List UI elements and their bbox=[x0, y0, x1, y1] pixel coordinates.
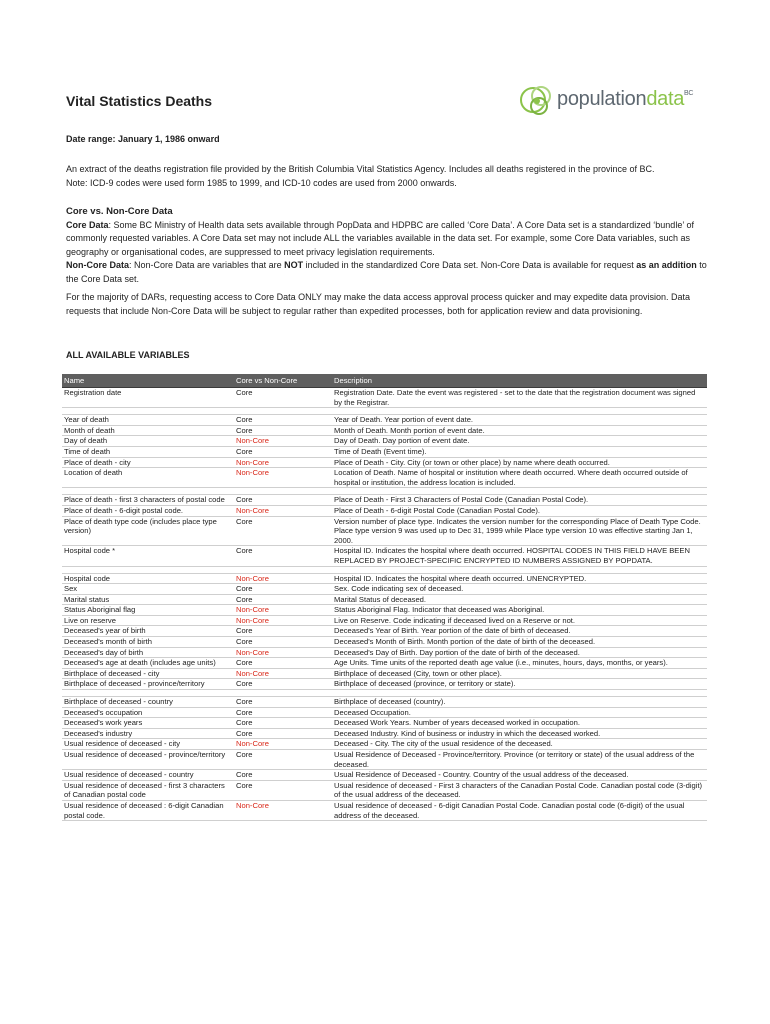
variable-description: Deceased Occupation. bbox=[332, 707, 707, 718]
page-title: Vital Statistics Deaths bbox=[66, 93, 213, 109]
table-row bbox=[62, 388, 707, 408]
variable-name: Usual residence of deceased - first 3 characters of Canadian postal code bbox=[62, 780, 234, 800]
core-status: Non-Core bbox=[234, 605, 332, 616]
variable-name: Usual residence of deceased : 6-digit Canadian postal code. bbox=[62, 800, 234, 820]
variable-description: Deceased's Day of Birth. Day portion of the date of birth of the deceased. bbox=[332, 647, 707, 658]
noncore-not: NOT bbox=[284, 260, 304, 270]
table-row bbox=[62, 800, 707, 820]
variable-description: Usual Residence of Deceased - Province/territory. Province (or territory or state) of the usual address of the deceased. bbox=[332, 750, 707, 770]
variable-description: Deceased Industry. Kind of business or industry in which the deceased worked. bbox=[332, 728, 707, 739]
variable-description: Age Units. Time units of the reported death age value (i.e., minutes, hours, days, months, or years). bbox=[332, 658, 707, 669]
table-spacer bbox=[62, 408, 707, 415]
core-section bbox=[66, 205, 716, 318]
table-row bbox=[62, 668, 707, 679]
variable-description: Usual residence of deceased - 6-digit Canadian Postal Code. Canadian postal code (6-digit) of the usual address of the deceased. bbox=[332, 800, 707, 820]
table-row bbox=[62, 707, 707, 718]
table-row bbox=[62, 425, 707, 436]
variable-description: Time of Death (Event time). bbox=[332, 446, 707, 457]
variable-name: Month of death bbox=[62, 425, 234, 436]
variable-description: Location of Death. Name of hospital or institution where death occurred. Where death occurred outside of hospital or institution, the address location is included. bbox=[332, 468, 707, 488]
core-status: Core bbox=[234, 637, 332, 648]
noncore-text-b: included in the standardized Core Data set. Non-Core Data is available for request bbox=[303, 260, 637, 270]
logo-word-population: population bbox=[557, 88, 647, 110]
variable-description: Birthplace of deceased (country). bbox=[332, 697, 707, 708]
table-row bbox=[62, 415, 707, 426]
variable-name: Usual residence of deceased - city bbox=[62, 739, 234, 750]
table-row bbox=[62, 718, 707, 729]
table-body bbox=[62, 388, 707, 821]
core-status: Non-Core bbox=[234, 573, 332, 584]
variable-name: Usual residence of deceased - country bbox=[62, 770, 234, 781]
variable-name: Birthplace of deceased - country bbox=[62, 697, 234, 708]
table-row bbox=[62, 780, 707, 800]
variable-name: Place of death - first 3 characters of postal code bbox=[62, 495, 234, 506]
variable-name: Live on reserve bbox=[62, 615, 234, 626]
variable-description: Deceased Work Years. Number of years deceased worked in occupation. bbox=[332, 718, 707, 729]
variable-name: Location of death bbox=[62, 468, 234, 488]
variable-name: Deceased's day of birth bbox=[62, 647, 234, 658]
table-row bbox=[62, 615, 707, 626]
variable-description: Usual residence of deceased - First 3 characters of the Canadian Postal Code. Canadian postal code (3-digit) of the usual address of the deceased. bbox=[332, 780, 707, 800]
variable-name: Birthplace of deceased - province/territory bbox=[62, 679, 234, 690]
core-section-heading: Core vs. Non-Core Data bbox=[66, 206, 173, 217]
table-spacer bbox=[62, 488, 707, 495]
core-status: Core bbox=[234, 707, 332, 718]
table-row bbox=[62, 468, 707, 488]
variable-name: Hospital code * bbox=[62, 546, 234, 566]
core-status: Core bbox=[234, 388, 332, 408]
intro-line-1: An extract of the deaths registration file provided by the British Columbia Vital Statistics Agency. Includes all deaths registered in the province of BC. bbox=[66, 164, 655, 174]
noncore-text-a: : Non-Core Data are variables that are bbox=[129, 260, 285, 270]
variable-name: Deceased's month of birth bbox=[62, 637, 234, 648]
core-status: Core bbox=[234, 516, 332, 546]
variable-name: Deceased's occupation bbox=[62, 707, 234, 718]
table-row bbox=[62, 594, 707, 605]
variable-name: Place of death - city bbox=[62, 457, 234, 468]
variable-description: Registration Date. Date the event was registered - set to the date that the registration document was signed by the Registrar. bbox=[332, 388, 707, 408]
core-data-text: : Some BC Ministry of Health data sets available through PopData and HDPBC are called ‘Core Data’. A Core Data set is a standardized ‘bundle’ of commonly requested variables. A Core Data set may not include ALL the variables available in the data set. For example, some Core Data variables, such as geography or organisational codes, are suppressed to meet privacy legislation requirements. bbox=[66, 219, 694, 257]
variable-description: Hospital ID. Indicates the hospital where death occurred. HOSPITAL CODES IN THIS FIELD HAVE BEEN REPLACED BY PROJECT-SPECIFIC ENCRYPTED ID NUMBERS ASSIGNED BY POPDATA. bbox=[332, 546, 707, 566]
core-status: Core bbox=[234, 415, 332, 426]
core-status: Core bbox=[234, 626, 332, 637]
variable-name: Day of death bbox=[62, 436, 234, 447]
core-status: Core bbox=[234, 546, 332, 566]
core-status: Core bbox=[234, 750, 332, 770]
logo-circles-icon bbox=[517, 82, 557, 122]
core-status: Core bbox=[234, 718, 332, 729]
variable-description: Deceased's Month of Birth. Month portion of the date of birth of the deceased. bbox=[332, 637, 707, 648]
variable-description: Version number of place type. Indicates the version number for the corresponding Place of Death Type Code. Place type version 9 was used up to Dec 31, 1999 while Place type version 10 was effective starting Jan 1, 2000. bbox=[332, 516, 707, 546]
core-data-label: Core Data bbox=[66, 219, 109, 230]
table-row bbox=[62, 505, 707, 516]
table-row bbox=[62, 446, 707, 457]
table-header-row bbox=[62, 374, 707, 388]
variable-name: Registration date bbox=[62, 388, 234, 408]
variable-name: Birthplace of deceased - city bbox=[62, 668, 234, 679]
table-spacer bbox=[62, 566, 707, 573]
core-status: Core bbox=[234, 679, 332, 690]
core-status: Non-Core bbox=[234, 739, 332, 750]
variable-name: Place of death type code (includes place type version) bbox=[62, 516, 234, 546]
variables-table bbox=[62, 374, 707, 821]
date-range: Date range: January 1, 1986 onward bbox=[66, 134, 220, 144]
table-row bbox=[62, 770, 707, 781]
variable-description: Marital Status of deceased. bbox=[332, 594, 707, 605]
core-status: Core bbox=[234, 658, 332, 669]
core-status: Non-Core bbox=[234, 457, 332, 468]
core-status: Core bbox=[234, 697, 332, 708]
noncore-addition: as an addition bbox=[636, 260, 697, 270]
header-core: Core vs Non-Core bbox=[234, 374, 332, 388]
variable-description: Place of Death - City. City (or town or other place) by name where death occurred. bbox=[332, 457, 707, 468]
variable-description: Deceased's Year of Birth. Year portion of the date of birth of deceased. bbox=[332, 626, 707, 637]
variable-name: Deceased's age at death (includes age units) bbox=[62, 658, 234, 669]
table-row bbox=[62, 573, 707, 584]
variable-description: Birthplace of deceased (City, town or other place). bbox=[332, 668, 707, 679]
table-row bbox=[62, 697, 707, 708]
logo-word-bc: BC bbox=[684, 90, 694, 97]
core-status: Core bbox=[234, 728, 332, 739]
header-description: Description bbox=[332, 374, 707, 388]
core-status: Non-Core bbox=[234, 505, 332, 516]
core-status: Core bbox=[234, 495, 332, 506]
core-status: Non-Core bbox=[234, 615, 332, 626]
variable-name: Time of death bbox=[62, 446, 234, 457]
core-status: Core bbox=[234, 780, 332, 800]
intro-text bbox=[66, 163, 716, 190]
core-status: Non-Core bbox=[234, 436, 332, 447]
table-row bbox=[62, 679, 707, 690]
variable-description: Usual Residence of Deceased - Country. Country of the usual address of the deceased. bbox=[332, 770, 707, 781]
variable-description: Year of Death. Year portion of event date. bbox=[332, 415, 707, 426]
variable-description: Day of Death. Day portion of event date. bbox=[332, 436, 707, 447]
variable-name: Year of death bbox=[62, 415, 234, 426]
core-status: Core bbox=[234, 584, 332, 595]
table-row bbox=[62, 647, 707, 658]
core-data-paragraph bbox=[66, 219, 716, 260]
table-row bbox=[62, 739, 707, 750]
variable-description: Sex. Code indicating sex of deceased. bbox=[332, 584, 707, 595]
core-status: Non-Core bbox=[234, 668, 332, 679]
variable-description: Hospital ID. Indicates the hospital where death occurred. UNENCRYPTED. bbox=[332, 573, 707, 584]
table-row bbox=[62, 605, 707, 616]
variables-heading: ALL AVAILABLE VARIABLES bbox=[66, 350, 190, 360]
noncore-text-c: to the Core Data set. bbox=[66, 260, 707, 284]
table-spacer bbox=[62, 690, 707, 697]
variable-name: Deceased's year of birth bbox=[62, 626, 234, 637]
logo-wordmark bbox=[557, 88, 693, 111]
table-row bbox=[62, 495, 707, 506]
variable-description: Birthplace of deceased (province, or territory or state). bbox=[332, 679, 707, 690]
table-row bbox=[62, 750, 707, 770]
table-row bbox=[62, 728, 707, 739]
variable-description: Place of Death - First 3 Characters of Postal Code (Canadian Postal Code). bbox=[332, 495, 707, 506]
variable-description: Live on Reserve. Code indicating if deceased lived on a Reserve or not. bbox=[332, 615, 707, 626]
table-row bbox=[62, 546, 707, 566]
table-row bbox=[62, 637, 707, 648]
table-row bbox=[62, 658, 707, 669]
table-row bbox=[62, 457, 707, 468]
variable-name: Deceased's industry bbox=[62, 728, 234, 739]
core-status: Non-Core bbox=[234, 468, 332, 488]
populationdata-logo bbox=[517, 82, 717, 122]
variable-name: Marital status bbox=[62, 594, 234, 605]
noncore-data-label: Non-Core Data bbox=[66, 260, 130, 270]
variable-name: Place of death - 6-digit postal code. bbox=[62, 505, 234, 516]
logo-word-data: data bbox=[646, 88, 685, 110]
variable-name: Hospital code bbox=[62, 573, 234, 584]
dar-paragraph: For the majority of DARs, requesting access to Core Data ONLY may make the data access approval process quicker and may expedite data provision. Data requests that include Non-Core Data will be subject to regular rather than expedited processes, both for application review and data provisioning. bbox=[66, 292, 690, 316]
header-name: Name bbox=[62, 374, 234, 388]
variable-description: Month of Death. Month portion of event date. bbox=[332, 425, 707, 436]
core-status: Core bbox=[234, 425, 332, 436]
core-status: Non-Core bbox=[234, 647, 332, 658]
variable-description: Place of Death - 6-digit Postal Code (Canadian Postal Code). bbox=[332, 505, 707, 516]
core-status: Core bbox=[234, 770, 332, 781]
core-status: Non-Core bbox=[234, 800, 332, 820]
variable-description: Status Aboriginal Flag. Indicator that deceased was Aboriginal. bbox=[332, 605, 707, 616]
variable-name: Sex bbox=[62, 584, 234, 595]
variable-name: Usual residence of deceased - province/territory bbox=[62, 750, 234, 770]
table-row bbox=[62, 626, 707, 637]
table-row bbox=[62, 516, 707, 546]
table-row bbox=[62, 436, 707, 447]
noncore-data-paragraph bbox=[66, 259, 716, 286]
core-status: Core bbox=[234, 446, 332, 457]
table-row bbox=[62, 584, 707, 595]
intro-line-2: Note: ICD-9 codes were used form 1985 to 1999, and ICD-10 codes are used from 2000 onwards. bbox=[66, 177, 457, 188]
variable-description: Deceased - City. The city of the usual residence of the deceased. bbox=[332, 739, 707, 750]
variable-name: Deceased's work years bbox=[62, 718, 234, 729]
core-status: Core bbox=[234, 594, 332, 605]
variable-name: Status Aboriginal flag bbox=[62, 605, 234, 616]
